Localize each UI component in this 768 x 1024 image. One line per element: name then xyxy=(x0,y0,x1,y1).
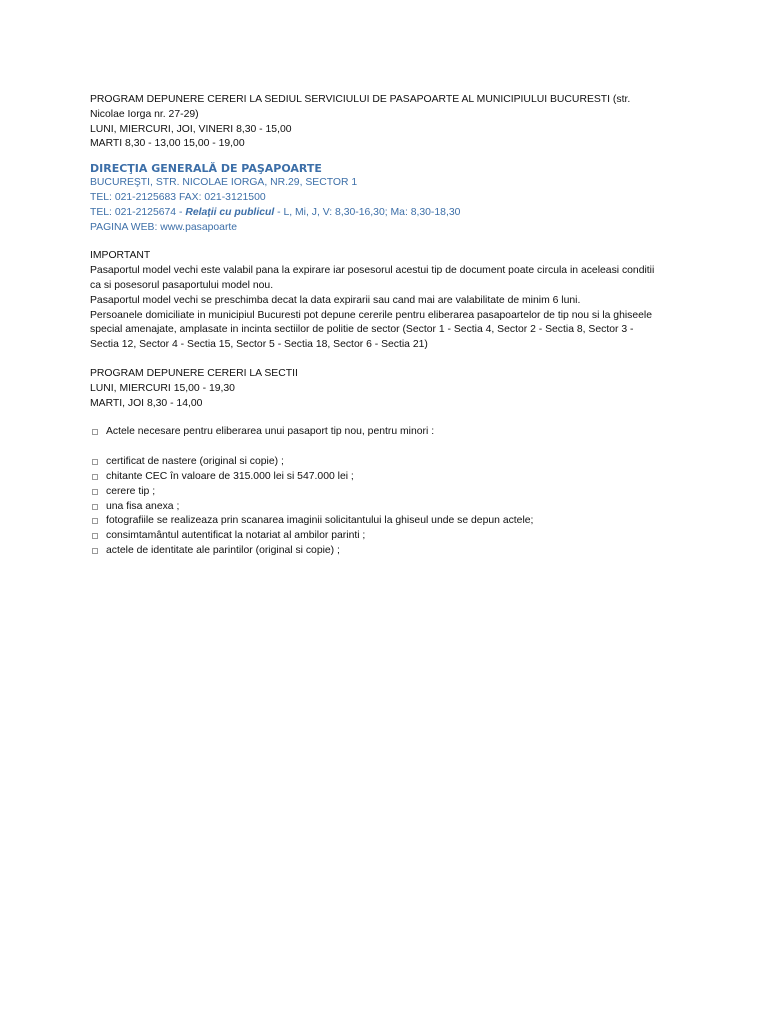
important-p1-line2: ca si posesorul pasaportului model nou. xyxy=(90,279,274,291)
list-item xyxy=(90,455,680,470)
directia-tel-fax: TEL: 021-2125683 FAX: 021-3121500 xyxy=(90,191,266,203)
list-item xyxy=(90,485,680,500)
acte-intro-text: Actele necesare pentru eliberarea unui pasaport tip nou, pentru minori : xyxy=(106,426,435,438)
important-p1-line1: Pasaportul model vechi este valabil pana la expirare iar posesorul acestui tip de document poate circula in aceleasi conditii xyxy=(90,265,655,277)
important-heading: IMPORTANT xyxy=(90,250,151,262)
acte-list xyxy=(90,455,680,559)
list-item-text: certificat de nastere (original si copie) ; xyxy=(106,456,284,468)
directia-address: BUCUREŞTI, STR. NICOLAE IORGA, NR.29, SECTOR 1 xyxy=(90,177,358,189)
document-page xyxy=(90,93,680,559)
list-item-text: actele de identitate ale parintilor (original si copie) ; xyxy=(106,544,340,556)
sediu-program-block xyxy=(90,93,680,152)
relatii-cu-publicul-label: Relaţii cu publicul xyxy=(185,206,275,218)
list-item xyxy=(90,529,680,544)
list-item xyxy=(90,500,680,515)
list-item-text: consimtamântul autentificat la notariat al ambilor parinti ; xyxy=(106,530,366,542)
directia-tel-relatii xyxy=(90,206,680,221)
checkbox-bullet-icon xyxy=(92,459,98,465)
directia-block xyxy=(90,161,680,235)
acte-block xyxy=(90,425,680,558)
checkbox-bullet-icon xyxy=(92,548,98,554)
sediu-hours-line1: LUNI, MIERCURI, JOI, VINERI 8,30 - 15,00 xyxy=(90,123,292,135)
sectii-heading: PROGRAM DEPUNERE CERERI LA SECTII xyxy=(90,367,298,379)
important-p3-line1: Persoanele domiciliate in municipiul Bucuresti pot depune cererile pentru eliberarea pasapoartelor de tip nou si la ghiseele xyxy=(90,309,653,321)
list-item-text: cerere tip ; xyxy=(106,485,156,497)
list-item-text: una fisa anexa ; xyxy=(106,500,180,512)
important-p3-line2: special amenajate, amplasate in incinta sectiilor de politie de sector (Sector 1 - Sectia 4, Sector 2 - Sectia 8, Sector 3 - xyxy=(90,324,634,336)
sectii-hours-line1: LUNI, MIERCURI 15,00 - 19,30 xyxy=(90,382,235,394)
checkbox-bullet-icon xyxy=(92,429,98,435)
sectii-hours-line2: MARTI, JOI 8,30 - 14,00 xyxy=(90,397,203,409)
tel-relatii-prefix: TEL: 021-2125674 - xyxy=(90,206,186,218)
checkbox-bullet-icon xyxy=(92,504,98,510)
important-block xyxy=(90,249,680,353)
checkbox-bullet-icon xyxy=(92,489,98,495)
sediu-heading-line1: PROGRAM DEPUNERE CERERI LA SEDIUL SERVICIULUI DE PASAPOARTE AL MUNICIPIULUI BUCURESTI (str. xyxy=(90,94,631,105)
directia-title: DIRECŢIA GENERALĂ DE PAŞAPOARTE xyxy=(90,162,322,176)
list-item xyxy=(90,514,680,529)
checkbox-bullet-icon xyxy=(92,533,98,539)
directia-web-link[interactable]: PAGINA WEB: www.pasapoarte xyxy=(90,221,238,233)
list-item-text: fotografiile se realizeaza prin scanarea imaginii solicitantului la ghiseul unde se depun actele; xyxy=(106,515,534,527)
sectii-program-block xyxy=(90,367,680,411)
list-item-text: chitante CEC în valoare de 315.000 lei si 547.000 lei ; xyxy=(106,470,354,482)
checkbox-bullet-icon xyxy=(92,518,98,524)
important-p2: Pasaportul model vechi se preschimba decat la data expirarii sau cand mai are valabilitate de minim 6 luni. xyxy=(90,294,581,306)
list-item xyxy=(90,544,680,559)
important-p3-line3: Sectia 12, Sector 4 - Sectia 15, Sector 5 - Sectia 18, Sector 6 - Sectia 21) xyxy=(90,339,428,351)
sediu-heading-line2: Nicolae Iorga nr. 27-29) xyxy=(90,108,199,120)
list-item xyxy=(90,470,680,485)
tel-relatii-hours: - L, Mi, J, V: 8,30-16,30; Ma: 8,30-18,30 xyxy=(274,206,461,218)
sediu-hours-line2: MARTI 8,30 - 13,00 15,00 - 19,00 xyxy=(90,138,245,150)
acte-intro-row xyxy=(90,425,680,440)
checkbox-bullet-icon xyxy=(92,474,98,480)
